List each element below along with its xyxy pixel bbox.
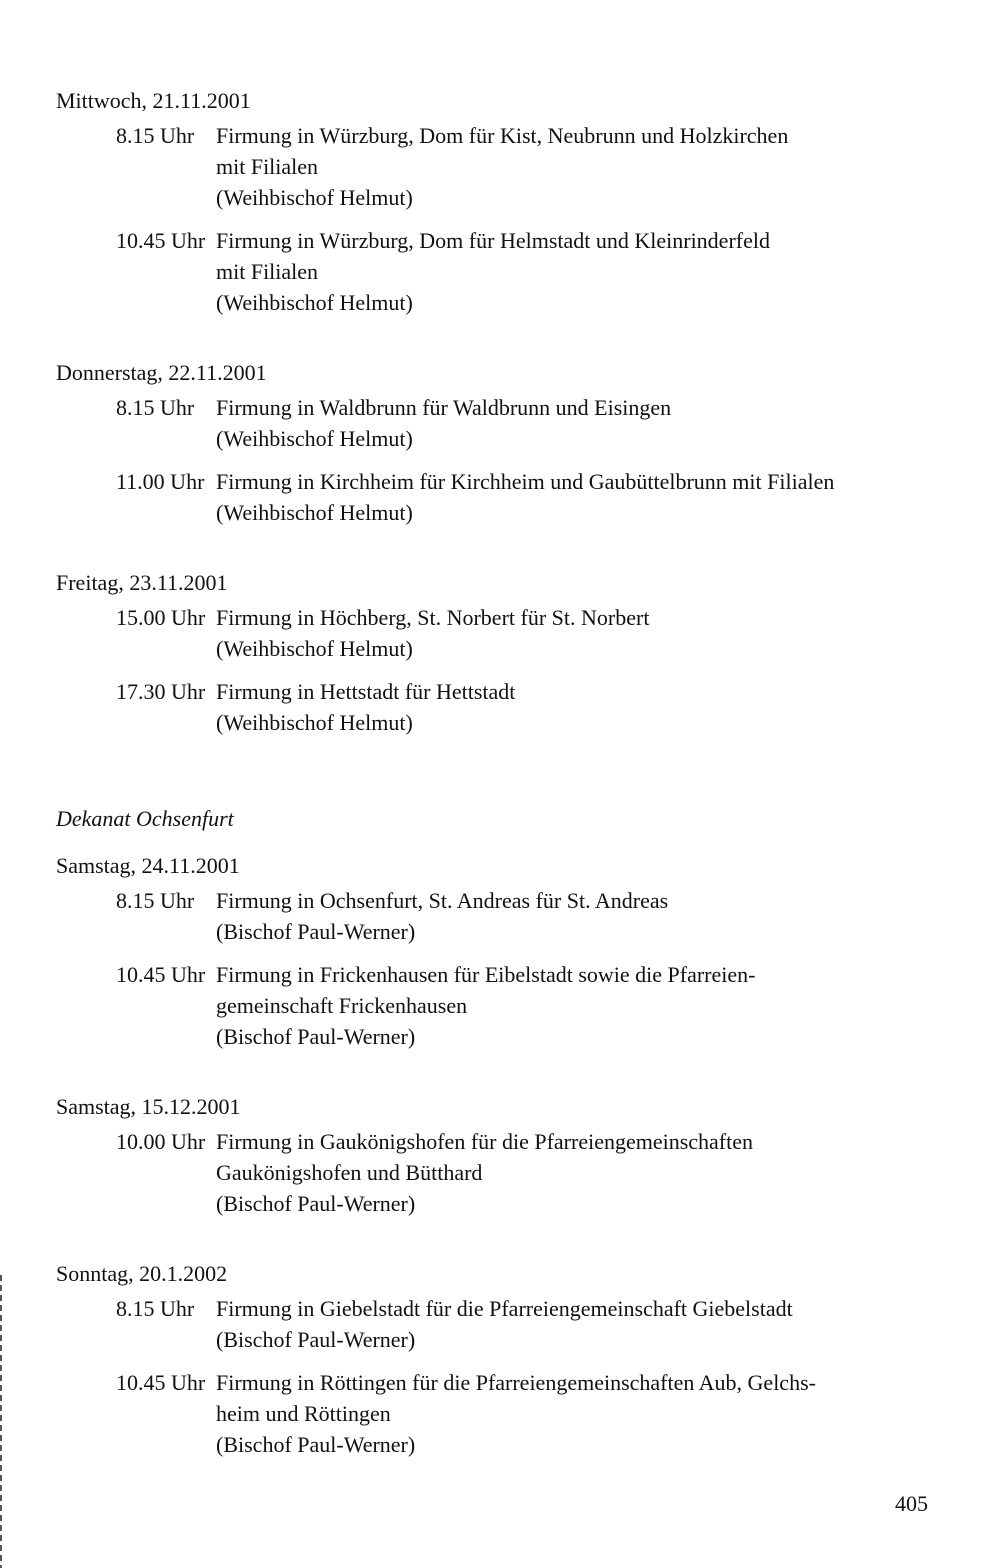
entry-time: 10.00 Uhr <box>116 1129 206 1154</box>
entry-description <box>216 392 936 454</box>
entry-description-line: (Bischof Paul-Werner) <box>216 1024 416 1049</box>
entry-description-line: (Bischof Paul-Werner) <box>216 1327 416 1352</box>
entry-description-line: (Weihbischof Helmut) <box>216 290 413 315</box>
entry-description <box>216 1293 936 1355</box>
entry-time-cell <box>56 959 216 1052</box>
day-heading: Samstag, 24.11.2001 <box>56 853 240 878</box>
scan-edge-mark <box>0 1275 2 1568</box>
entry-description <box>216 1367 936 1460</box>
entry-time: 10.45 Uhr <box>116 228 206 253</box>
schedule-entry <box>56 1126 936 1219</box>
entry-description-line: gemeinschaft Frickenhausen <box>216 993 468 1018</box>
entry-description-line: Firmung in Würzburg, Dom für Helmstadt und Kleinrinderfeld <box>216 228 770 253</box>
entry-description-line: Firmung in Röttingen für die Pfarreiengemeinschaften Aub, Gelchs- <box>216 1370 816 1395</box>
entry-time: 8.15 Uhr <box>116 395 195 420</box>
entry-description-line: Firmung in Frickenhausen für Eibelstadt sowie die Pfarreien- <box>216 962 756 987</box>
entry-time: 15.00 Uhr <box>116 605 206 630</box>
schedule-entry <box>56 676 936 738</box>
schedule-entry <box>56 959 936 1052</box>
entry-description-line: (Weihbischof Helmut) <box>216 426 413 451</box>
entry-time: 11.00 Uhr <box>116 469 205 494</box>
entry-time-cell <box>56 1126 216 1219</box>
entry-time-cell <box>56 225 216 318</box>
entry-time-cell <box>56 120 216 213</box>
day-heading: Samstag, 15.12.2001 <box>56 1094 241 1119</box>
entry-description <box>216 466 936 528</box>
day-section <box>56 85 936 318</box>
schedule-entry <box>56 1293 936 1355</box>
entry-time-cell <box>56 602 216 664</box>
entry-description-line: (Weihbischof Helmut) <box>216 710 413 735</box>
day-heading: Mittwoch, 21.11.2001 <box>56 88 251 113</box>
entry-time: 8.15 Uhr <box>116 1296 195 1321</box>
schedule-part-1 <box>56 85 936 738</box>
entry-description <box>216 959 936 1052</box>
day-section <box>56 357 936 528</box>
entry-description-line: (Weihbischof Helmut) <box>216 185 413 210</box>
day-section <box>56 567 936 738</box>
entry-description-line: Gaukönigshofen und Bütthard <box>216 1160 483 1185</box>
entry-description-line: mit Filialen <box>216 154 319 179</box>
entry-description <box>216 885 936 947</box>
entry-description-line: Firmung in Ochsenfurt, St. Andreas für St. Andreas <box>216 888 669 913</box>
entry-time: 17.30 Uhr <box>116 679 206 704</box>
entry-time: 8.15 Uhr <box>116 123 195 148</box>
entry-time-cell <box>56 1367 216 1460</box>
entry-description-line: (Bischof Paul-Werner) <box>216 919 416 944</box>
day-section <box>56 850 936 1052</box>
schedule-entry <box>56 885 936 947</box>
entry-description-line: Firmung in Gaukönigshofen für die Pfarreiengemeinschaften <box>216 1129 754 1154</box>
schedule-part-2 <box>56 850 936 1460</box>
schedule-entry <box>56 225 936 318</box>
entry-description <box>216 602 936 664</box>
entry-time-cell <box>56 885 216 947</box>
schedule-entry <box>56 392 936 454</box>
entry-description-line: (Bischof Paul-Werner) <box>216 1191 416 1216</box>
entry-description-line: (Weihbischof Helmut) <box>216 636 413 661</box>
entry-time: 10.45 Uhr <box>116 962 206 987</box>
day-section <box>56 1091 936 1219</box>
schedule-entry <box>56 466 936 528</box>
entry-description <box>216 120 936 213</box>
page-body <box>56 85 936 1460</box>
entry-description-line: Firmung in Kirchheim für Kirchheim und Gaubüttelbrunn mit Filialen <box>216 469 835 494</box>
entry-description-line: Firmung in Hettstadt für Hettstadt <box>216 679 516 704</box>
entry-description-line: mit Filialen <box>216 259 319 284</box>
entry-description-line: Firmung in Giebelstadt für die Pfarreiengemeinschaft Giebelstadt <box>216 1296 793 1321</box>
entry-description <box>216 1126 936 1219</box>
schedule-entry <box>56 120 936 213</box>
entry-time-cell <box>56 392 216 454</box>
page-number: 405 <box>895 1491 928 1516</box>
day-heading: Sonntag, 20.1.2002 <box>56 1261 228 1286</box>
schedule-entry <box>56 1367 936 1460</box>
entry-time: 8.15 Uhr <box>116 888 195 913</box>
entry-description <box>216 225 936 318</box>
day-section <box>56 1258 936 1460</box>
deanery-heading: Dekanat Ochsenfurt <box>56 806 234 831</box>
schedule-entry <box>56 602 936 664</box>
day-heading: Freitag, 23.11.2001 <box>56 570 228 595</box>
entry-time: 10.45 Uhr <box>116 1370 206 1395</box>
entry-time-cell <box>56 676 216 738</box>
entry-description-line: (Bischof Paul-Werner) <box>216 1432 416 1457</box>
entry-description <box>216 676 936 738</box>
entry-description-line: Firmung in Höchberg, St. Norbert für St. Norbert <box>216 605 650 630</box>
entry-description-line: (Weihbischof Helmut) <box>216 500 413 525</box>
entry-description-line: Firmung in Waldbrunn für Waldbrunn und Eisingen <box>216 395 672 420</box>
entry-time-cell <box>56 466 216 528</box>
entry-description-line: Firmung in Würzburg, Dom für Kist, Neubrunn und Holzkirchen <box>216 123 789 148</box>
entry-description-line: heim und Röttingen <box>216 1401 391 1426</box>
day-heading: Donnerstag, 22.11.2001 <box>56 360 267 385</box>
entry-time-cell <box>56 1293 216 1355</box>
